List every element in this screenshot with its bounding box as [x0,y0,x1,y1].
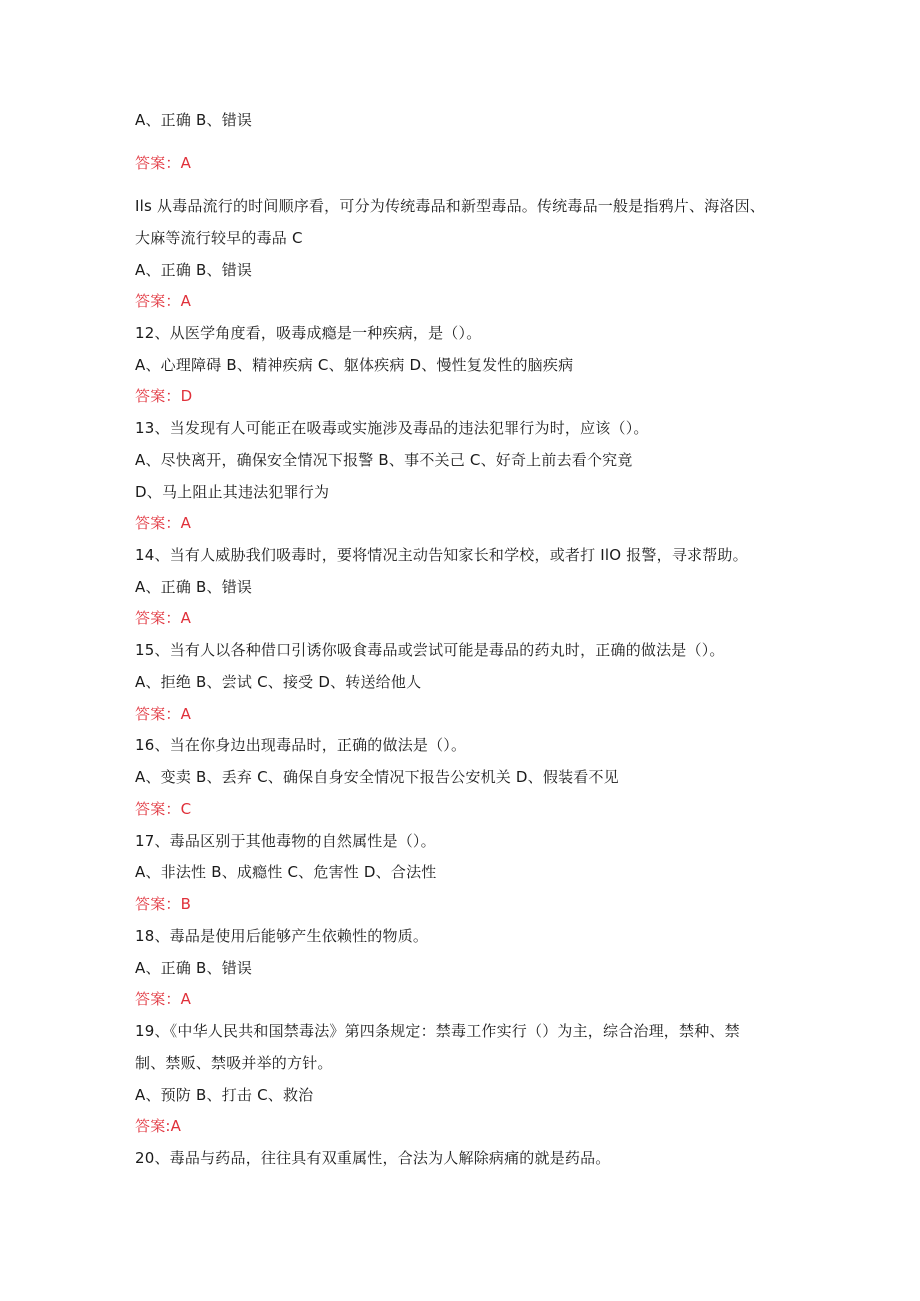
answer-line: 答案：A [135,154,192,172]
question-text: 13、当发现有人可能正在吸毒或实施涉及毒品的违法犯罪行为时，应该（）。 [135,419,649,437]
answer-line: 答案：A [135,609,192,627]
options-line: A、非法性 B、成瘾性 C、危害性 D、合法性 [135,863,437,881]
question-text-continued: 大麻等流行较早的毒品 C [135,229,303,247]
answer-line: 答案：B [135,895,192,913]
answer-line: 答案：A [135,705,192,723]
question-text: 14、当有人威胁我们吸毒时，要将情况主动告知家长和学校，或者打 IlO 报警，寻求帮助。 [135,546,748,564]
options-line: A、正确 B、错误 [135,111,253,129]
question-text: 17、毒品区别于其他毒物的自然属性是（）。 [135,832,436,850]
answer-line: 答案:A [135,1117,182,1135]
answer-line: 答案：D [135,387,193,405]
question-text: 15、当有人以各种借口引诱你吸食毒品或尝试可能是毒品的药丸时，正确的做法是（）。 [135,641,725,659]
options-line: A、心理障碍 B、精神疾病 C、躯体疾病 D、慢性复发性的脑疾病 [135,356,574,374]
answer-line: 答案：A [135,514,192,532]
options-line: A、拒绝 B、尝试 C、接受 D、转送给他人 [135,673,422,691]
options-line: A、正确 B、错误 [135,578,253,596]
options-line-continued: D、马上阻止其违法犯罪行为 [135,483,330,501]
answer-line: 答案：C [135,800,192,818]
question-text: 12、从医学角度看，吸毒成瘾是一种疾病，是（）。 [135,324,482,342]
question-text: 19、《中华人民共和国禁毒法》第四条规定：禁毒工作实行（）为主，综合治理，禁种、禁 [135,1022,740,1040]
question-text-continued: 制、禁贩、禁吸并举的方针。 [135,1054,333,1072]
answer-line: 答案：A [135,990,192,1008]
question-text: Ils 从毒品流行的时间顺序看，可分为传统毒品和新型毒品。传统毒品一般是指鸦片、海洛因、 [135,197,765,215]
options-line: A、正确 B、错误 [135,959,253,977]
options-line: A、预防 B、打击 C、救治 [135,1086,314,1104]
question-text: 16、当在你身边出现毒品时，正确的做法是（）。 [135,736,467,754]
options-line: A、尽快离开，确保安全情况下报警 B、事不关己 C、好奇上前去看个究竟 [135,451,633,469]
options-line: A、正确 B、错误 [135,261,253,279]
question-text: 20、毒品与药品，往往具有双重属性，合法为人解除病痛的就是药品。 [135,1149,611,1167]
question-text: 18、毒品是使用后能够产生依赖性的物质。 [135,927,429,945]
answer-line: 答案：A [135,292,192,310]
options-line: A、变卖 B、丢弃 C、确保自身安全情况下报告公安机关 D、假装看不见 [135,768,619,786]
